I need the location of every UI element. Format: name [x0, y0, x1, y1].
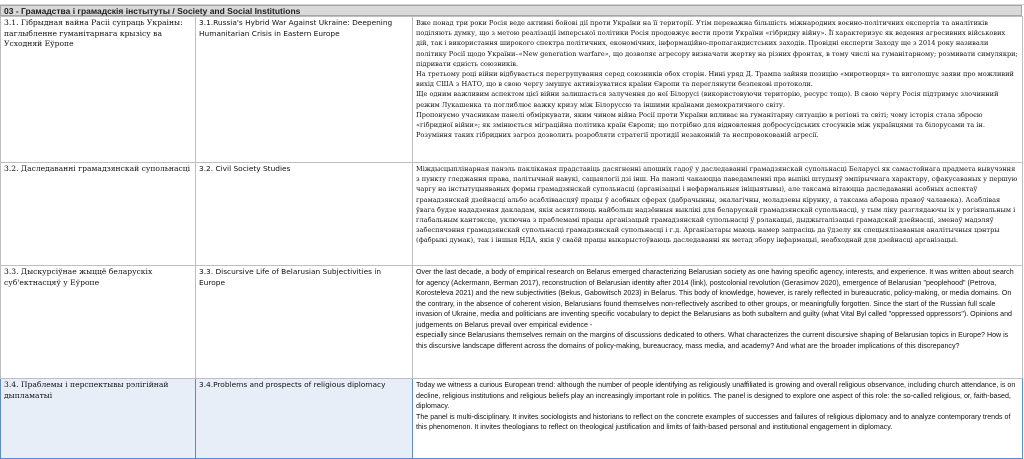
cell-code-be[interactable]: 3.4. Праблемы і перспектывы рэлігійнай дыпламатыі — [1, 379, 196, 459]
table-row — [1, 17, 1023, 163]
description-paragraph: Over the last decade, a body of empirical research on Belarus emerged characterizing Belarusian society as one having specific agency, interests, and experience. It was written about search for agency (Ackermann, Berman 2017), reconstruction of Belarusian identity after 2014 (link), postcolonial revolution (Gerasimov 2020), emergence of Belarusian "peoplehood" (Petrova, Korosteleva 2021) and the new subjectivities (Bekus, Gabowitsch 2023) in Belarus. This body of knowledge, however, is rarely reflected in bureaucratic, policy-making, or media domains. On the contrary, in the absence of coherent vision, Belarusians found themselves non-reflectively ascribed to other groups, or meaningfully forgotten. Since the start of the Russian full scale invasion of Ukraine, media and politicians are inventing specific vocabulary to depict the Belarusians as both subaltern and guilty (what Vital Byl called "oppressed oppressors"). Opinions and judgements on Belarus prevail over empirical evidence - — [416, 268, 1014, 329]
cell-code-en[interactable]: 3.2. Civil Society Studies — [196, 163, 413, 266]
cell-code-en[interactable]: 3.1.Russia's Hybrid War Against Ukraine: Deepening Humanitarian Crisis in Eastern Europe — [196, 17, 413, 163]
cell-description[interactable] — [413, 379, 1023, 459]
description-paragraph: especially since Belarusians themselves remain on the margins of discussions dedicated to others. What characterizes the current discursive shaping of Belarusian topics in Europe? How is this discursive landscape different across the domains of policy-making, bureaucracy, mass media, and academy? And what are the broader implications of this discrepancy? — [416, 331, 1009, 350]
cell-code-en[interactable]: 3.4.Problems and prospects of religious diplomacy — [196, 379, 413, 459]
section-header-row[interactable]: 03 - Грамадства і грамадскія інстытуты / Society and Social Institutions — [0, 5, 1022, 16]
cell-code-be[interactable]: 3.2. Даследаванні грамадзянскай супольнасці — [1, 163, 196, 266]
cell-code-en[interactable]: 3.3. Discursive Life of Belarusian Subjectivities in Europe — [196, 266, 413, 379]
description-paragraph: Ще одним важливим аспектом цієї війни залишається залучення до неї Білорусі (використовуючи територію, ресурс тощо). В свою чергу Росія підтримує злочинний режим Лукашенка та поглиблює важку кризу між Білоруссю та іншими країнами демократичного світу. — [416, 90, 999, 109]
description-paragraph: Міждысцыплінарная панэль пакліканая прадставіць дасягненні апошніх гадоў у даследаванні грамадзянскай супольнасці Беларусі як самастойнага прадмета вывучэння з пункту гледжання права, палітычнай навукі, сацыялогіі дзі інш. На панэлі чакаюцца паведамленні пра выпікі штудыяў эмпірычнага характару, сфакусаваных у першую чаргу на інстытуцыяваных формы грамадзянскай супольнасці (арганізацыі і нефармальныя ініцыятывы), але таксама вітаюцца даследаванні асобных аспектаў грамадзянскай дзейнасці альбо асабліваасцяў працы ў асобных сферах (дабрачынны, экалагічны, моладзевы кірунку, а таксама абарона правоў чалавека). Асаблівая ўвага будзе нададзеная дакладам, якія асвятляюць найбольш надзённыя выклікі для беларускай грамадзянскай супольнасці, у тым ліку разглядаючы іх у рэгіянальным і глабальным кантэксце, уключна з праблемамі працы арганізацый грамадзянскай супольнасці ў рэлакацыі, дыджыталізацыі грамадскай дзейнасці, зменаў мадэляў забеспячэння грамадзянскай супольнасці грамадзянскай супольнасці і г.д. Арганізатары маюць намер запрасіць да ўдзелу як спецыялізаваныя аналітычныя цэнтры (фабрыкі думак), так і іншыя НДА, якія ў сваёй працы выкарыстоўваюць даследаванні як метад збору інфармацыі, неабходнай для дзейнасці арганізацыі. — [416, 165, 1018, 245]
cell-description[interactable] — [413, 266, 1023, 379]
description-paragraph: На третьому році війни відбувається перегрупування серед союзників обох сторін. Нині уряд Д. Трампа зайняв позицію «миротворця» та виголошує заяви про можливий вихід США з НАТО, що в свою чергу змушує активізуватися країни Європи та переглянути безпекові протоколи. — [416, 70, 1014, 89]
top-header-label — [2, 0, 7, 1]
panels-table — [0, 16, 1023, 459]
cell-code-be[interactable]: 3.1. Гібрыдная вайна Расіі супраць Украіны: паглыбленне гуманітарнага крызісу ва Усходняй Еўропе — [1, 17, 196, 163]
cell-description[interactable] — [413, 17, 1023, 163]
table-row-selected — [1, 379, 1023, 459]
description-paragraph: Пропонуємо учасникам панелі обміркувати, яким чином війна Росії проти України впливає на гуманітарну ситуацію в регіоні та світі; чому історія стала зброєю «гібридної війни»; як змінюється міграційна політика країн Європи; що потрібно для відновлення добросусідських стосунків між українцями та білорусами та ін. — [416, 110, 985, 130]
description-paragraph: Today we witness a curious European trend: although the number of people identifying as religiously unaffiliated is growing and overall religious observance, including church attendance, is on decline, religious institutions and religious beliefs play an increasingly important role in politics. The panel is designed to explore one aspect of this role: the so-called religious, or, faith-based, diplomacy. — [416, 381, 1016, 410]
table-row — [1, 266, 1023, 379]
description-paragraph: The panel is multi-disciplinary. It invites sociologists and historians to reflect on the concrete examples of successes and failures of religious diplomacy and to analyze contemporary trends of this phenomenon. It invites theologians to reflect on theological justification and limits of faith-based personal and institutional engagement in diplomacy. — [416, 412, 1011, 431]
cell-description[interactable] — [413, 163, 1023, 266]
table-row — [1, 163, 1023, 266]
description-paragraph: Розуміння таких гібридних загроз дозволить розробляти стратегії протидії незаконній та неспровокованій агресії. — [416, 131, 819, 140]
description-paragraph: Вже понад три роки Росія веде активні бойові дії проти України на її території. Утім переважна більшість міжнародних воєнно-політичних експертів та аналітиків поділяють думку, що з метою реалізації імперської політики Росія продовжує вести проти України «гібридну війну». Її характеризує як ведення агресивних військових дій, так і використання широкого спектра політичних, економічних, інформаційно-пропагандистських заходів. Провідні експерти Заходу ще з 2014 року називали політику Росії щодо України–«New generation warfare», що дозволяє агресору визначати жертву на різних фронтах, в тому числі на гуманітарному; розмивати симулякри; підривати єдність союзників. — [416, 19, 1018, 68]
cell-code-be[interactable]: 3.3. Дыскурсіўнае жыццё беларускіх суб'ектнасцяў у Еўропе — [1, 266, 196, 379]
